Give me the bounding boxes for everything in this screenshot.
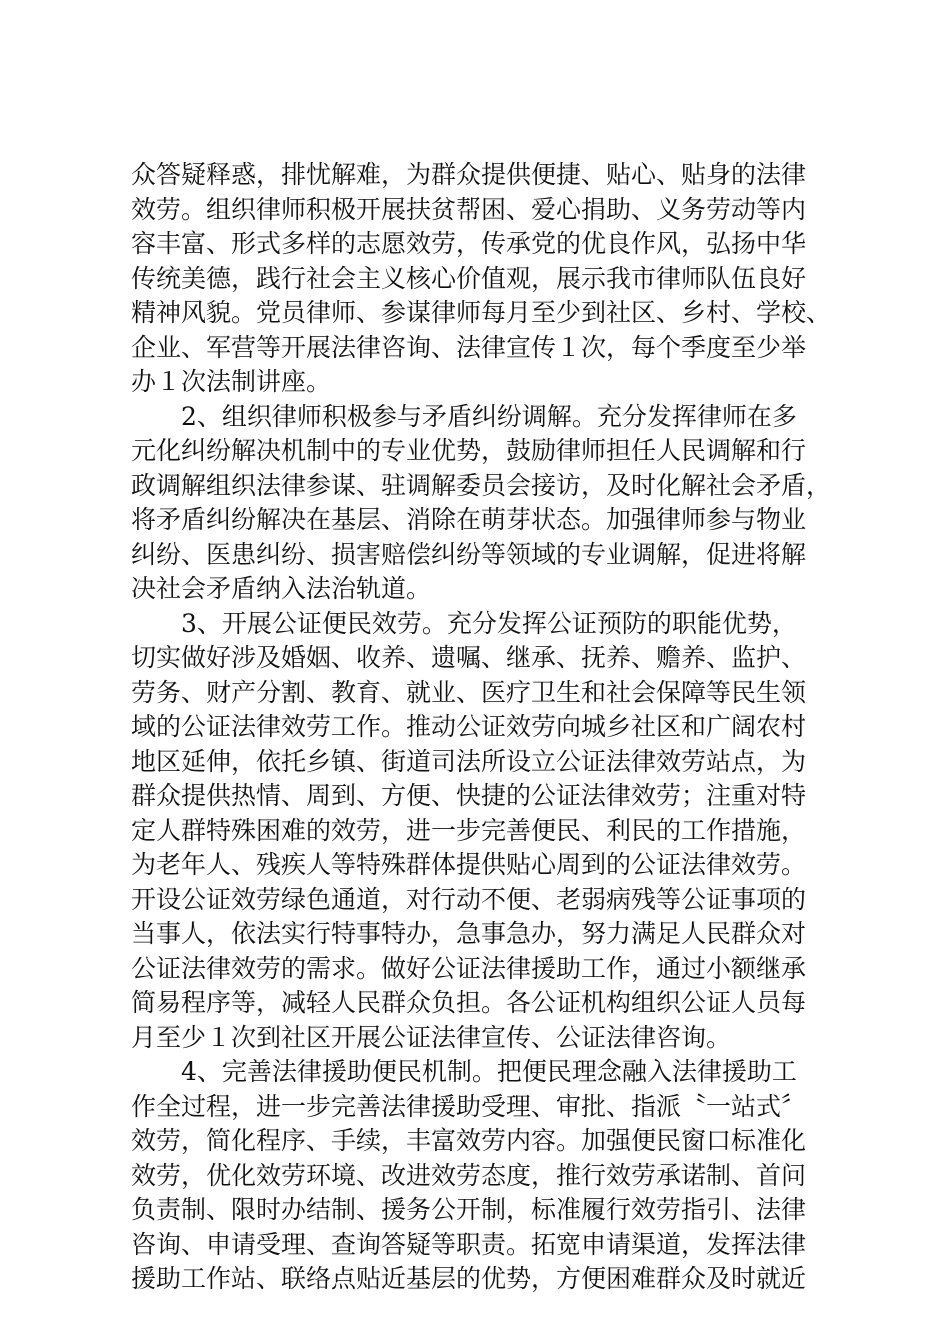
text-line: 决社会矛盾纳入法治轨道。 [131, 574, 432, 603]
text-line: 2、组织律师积极参与矛盾纠纷调解。充分发挥律师在多 [181, 401, 797, 431]
body-text [131, 158, 831, 1297]
text-line: 元化纠纷解决机制中的专业优势，鼓励律师担任人民调解和行 [131, 436, 807, 465]
text-line: 切实做好涉及婚姻、收养、遗嘱、继承、抚养、赡养、监护、 [131, 643, 807, 672]
text-line: 援助工作站、联络点贴近基层的优势，方便困难群众及时就近 [131, 1264, 807, 1293]
text-line: 3、开展公证便民效劳。充分发挥公证预防的职能优势， [181, 608, 797, 638]
text-line: 精神风貌。党员律师、参谋律师每月至少到社区、乡村、学校、 [131, 298, 832, 327]
text-line: 效劳，优化效劳环境、改进效劳态度，推行效劳承诺制、首问 [131, 1160, 807, 1190]
text-line: 公证法律效劳的需求。做好公证法律援助工作，通过小额继承 [131, 953, 807, 983]
text-line: 政调解组织法律参谋、驻调解委员会接访，及时化解社会矛盾， [131, 470, 832, 500]
text-line: 为老年人、残疾人等特殊群体提供贴心周到的公证法律效劳。 [131, 850, 807, 879]
text-line: 开设公证效劳绿色通道，对行动不便、老弱病残等公证事项的 [131, 884, 807, 914]
text-line: 定人群特殊困难的效劳，进一步完善便民、利民的工作措施， [131, 815, 807, 845]
text-line: 效劳，简化程序、手续，丰富效劳内容。加强便民窗口标准化 [131, 1126, 807, 1155]
text-line: 将矛盾纠纷解决在基层、消除在萌芽状态。加强律师参与物业 [131, 505, 807, 534]
text-line: 当事人，依法实行特事特办，急事急办，努力满足人民群众对 [131, 919, 807, 948]
text-line: 众答疑释惑，排忧解难，为群众提供便捷、贴心、贴身的法律 [131, 160, 807, 189]
text-line: 地区延伸，依托乡镇、街道司法所设立公证法律效劳站点，为 [131, 746, 807, 776]
text-line: 容丰富、形式多样的志愿效劳，传承党的优良作风，弘扬中华 [131, 229, 807, 258]
text-line: 劳务、财产分割、教育、就业、医疗卫生和社会保障等民生领 [131, 677, 807, 707]
text-line: 作全过程，进一步完善法律援助受理、审批、指派〝一站式〞 [131, 1091, 807, 1121]
text-line: 企业、军营等开展法律咨询、法律宣传１次，每个季度至少举 [131, 332, 807, 362]
text-line: 办１次法制讲座。 [131, 367, 332, 396]
text-line: 4、完善法律援助便民机制。把便民理念融入法律援助工 [181, 1057, 797, 1086]
text-line: 咨询、申请受理、查询答疑等职责。拓宽申请渠道，发挥法律 [131, 1229, 807, 1259]
text-line: 传统美德，践行社会主义核心价值观，展示我市律师队伍良好 [131, 263, 807, 293]
text-line: 月至少１次到社区开展公证法律宣传、公证法律咨询。 [131, 1022, 732, 1052]
text-line: 效劳。组织律师积极开展扶贫帮困、爱心捐助、义务劳动等内 [131, 194, 807, 224]
text-line: 简易程序等，减轻人民群众负担。各公证机构组织公证人员每 [131, 988, 807, 1017]
text-line: 域的公证法律效劳工作。推动公证效劳向城乡社区和广阔农村 [131, 712, 807, 741]
text-line: 纠纷、医患纠纷、损害赔偿纠纷等领域的专业调解，促进将解 [131, 539, 807, 569]
text-line: 负责制、限时办结制、援务公开制，标准履行效劳指引、法律 [131, 1195, 807, 1224]
text-line: 群众提供热情、周到、方便、快捷的公证法律效劳；注重对特 [131, 781, 807, 810]
